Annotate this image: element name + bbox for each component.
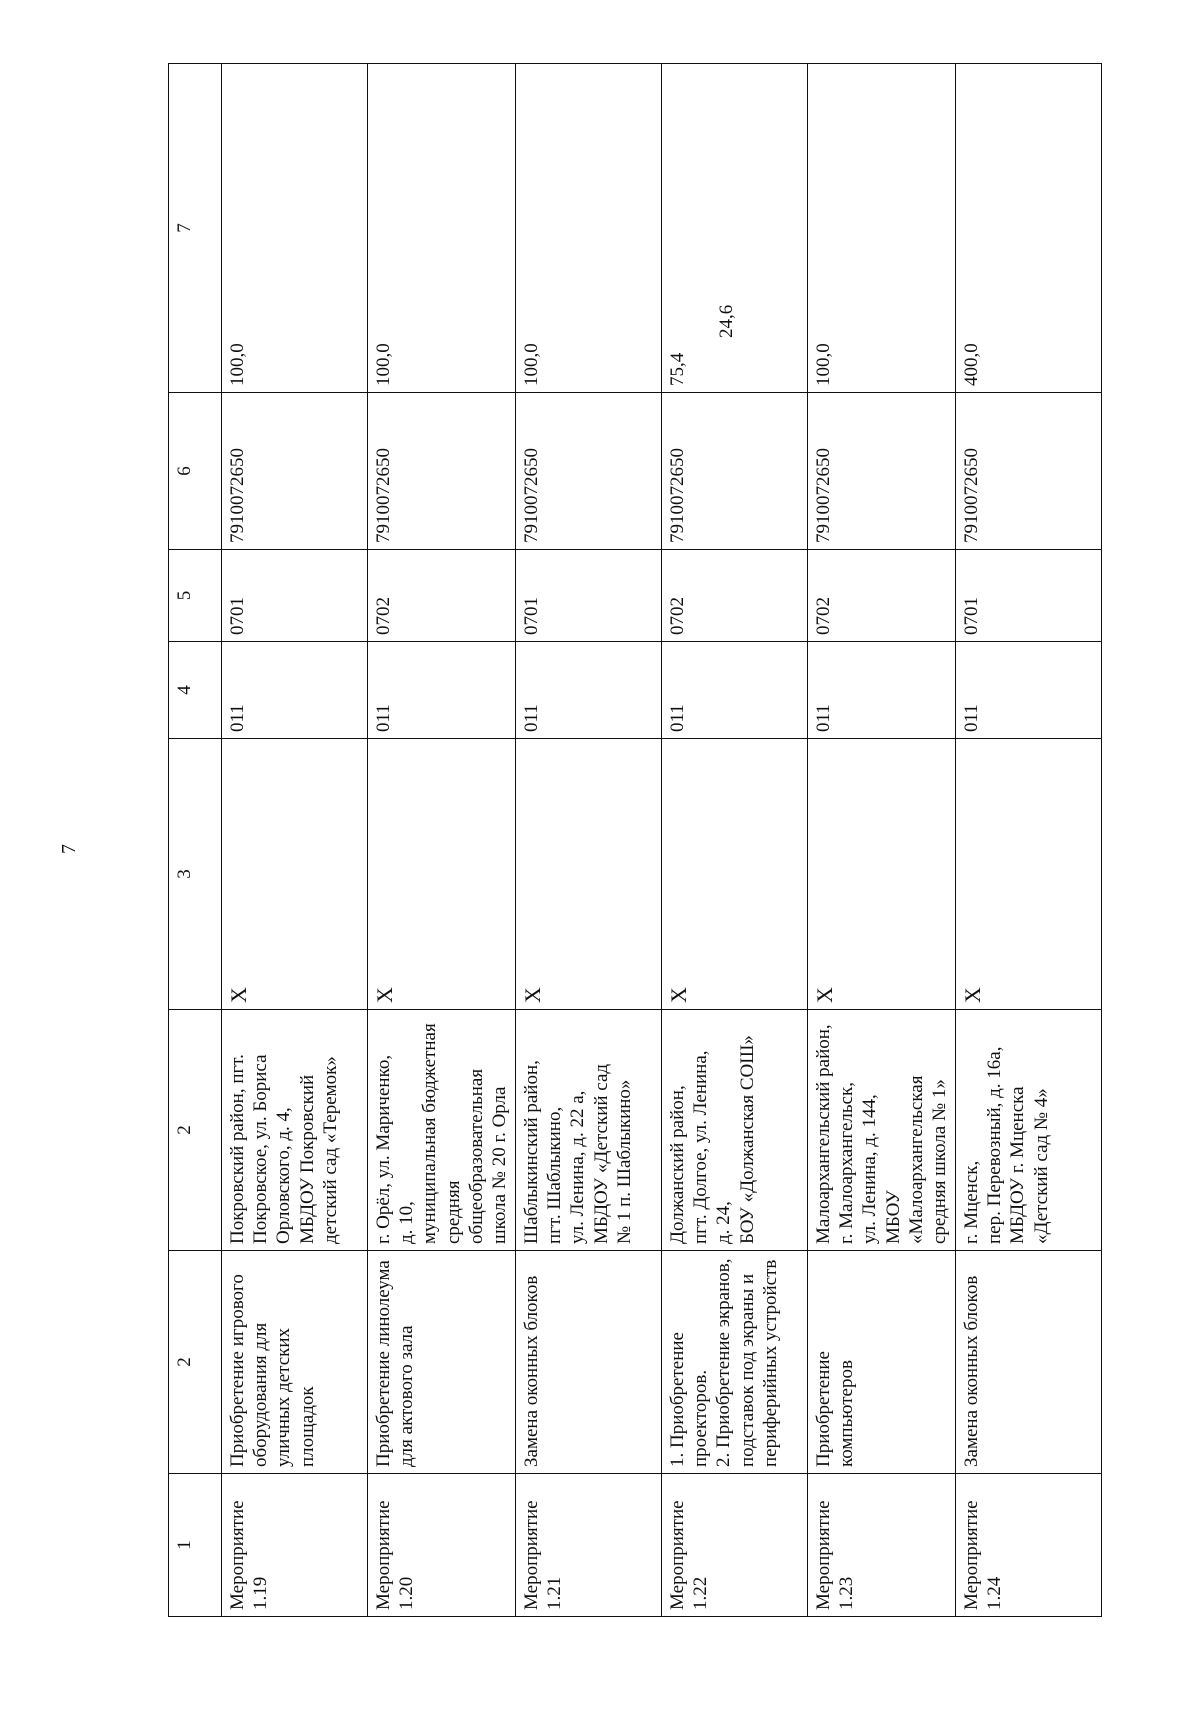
code-6-cell: 7910072650 <box>956 393 1102 550</box>
x-mark-cell: Х <box>662 739 808 1010</box>
header-cell-4: 4 <box>169 642 222 739</box>
address-cell-line: муниципальная бюджетная <box>419 1023 441 1244</box>
description-cell-line: периферийных устройств <box>759 1259 781 1467</box>
code-4-cell: 011 <box>222 642 368 739</box>
address-cell-line: Малоархангельский район, <box>813 1024 835 1244</box>
amount-value: 100,0 <box>521 343 543 386</box>
address-cell-line: «Детский сад № 4» <box>1030 1088 1052 1244</box>
amount-cell <box>956 64 1102 393</box>
table-row <box>808 64 956 1617</box>
description-cell-line: Замена оконных блоков <box>961 1275 983 1467</box>
address-cell-line: МБОУ <box>882 1190 904 1244</box>
header-cell-1: 1 <box>169 1474 222 1617</box>
address-cell-line: школа № 20 г. Орла <box>488 1086 510 1244</box>
measures-table <box>168 63 1102 1617</box>
description-cell-line: компьютеров <box>836 1360 858 1467</box>
address-cell-line: пгт. Шаблыкино, <box>544 1106 566 1244</box>
table-row <box>516 64 662 1617</box>
header-cell-6: 6 <box>169 393 222 550</box>
code-4-cell: 011 <box>956 642 1102 739</box>
amount-value: 100,0 <box>227 343 248 386</box>
address-cell-line: ул. Ленина, д. 22 а, <box>567 1090 589 1244</box>
address-cell-line: д. 10, <box>396 1201 418 1244</box>
x-mark-cell: Х <box>222 739 368 1010</box>
x-mark-cell: Х <box>368 739 516 1010</box>
address-cell-line: г. Орёл, ул. Мариченко, <box>373 1054 394 1244</box>
code-5-cell: 0701 <box>222 550 368 642</box>
amount-value: 24,6 <box>716 304 738 338</box>
address-cell-line: МБДОУ «Детский сад <box>590 1063 612 1244</box>
description-cell-line: Замена оконных блоков <box>521 1275 543 1467</box>
address-cell-line: Орловского, д. 4, <box>273 1107 295 1244</box>
description-cell-line: для актового зала <box>396 1325 418 1467</box>
description-cell <box>516 1251 662 1474</box>
code-5-cell: 0702 <box>808 550 956 642</box>
description-cell-line: Приобретение игрового <box>227 1274 248 1467</box>
code-6-cell: 7910072650 <box>662 393 808 550</box>
code-4-cell: 011 <box>516 642 662 739</box>
description-cell <box>368 1251 516 1474</box>
amount-cell <box>808 64 956 393</box>
address-cell-line: пгт. Долгое, ул. Ленина, <box>690 1050 712 1244</box>
x-mark-cell: Х <box>516 739 662 1010</box>
address-cell-line: д. 24, <box>713 1201 735 1244</box>
address-cell-line: детский сад «Теремок» <box>319 1056 341 1244</box>
description-cell-line: подставок под экраны и <box>736 1273 758 1467</box>
description-cell-line: проекторов. <box>690 1369 712 1467</box>
amount-value: 100,0 <box>813 343 835 386</box>
address-cell-line: МБДОУ Покровский <box>296 1074 318 1244</box>
address-cell-line: г. Малоархангельск, <box>836 1082 858 1244</box>
header-cell-3: 3 <box>169 739 222 1010</box>
code-6-cell: 7910072650 <box>516 393 662 550</box>
table-row <box>222 64 368 1617</box>
description-cell <box>956 1251 1102 1474</box>
address-cell <box>516 1010 662 1251</box>
code-5-cell: 0701 <box>516 550 662 642</box>
event-cell: Мероприятие 1.23 <box>808 1474 956 1617</box>
description-cell-line: 1. Приобретение <box>667 1332 689 1467</box>
amount-cell <box>368 64 516 393</box>
address-cell <box>956 1010 1102 1251</box>
page-number: 7 <box>58 844 80 854</box>
code-6-cell: 7910072650 <box>368 393 516 550</box>
address-cell-line: № 1 п. Шаблыкино» <box>613 1079 635 1244</box>
description-cell <box>662 1251 808 1474</box>
address-cell-line: Покровский район, пгт. <box>227 1054 248 1244</box>
table-body <box>222 64 1102 1617</box>
code-6-cell: 7910072650 <box>808 393 956 550</box>
amount-cell <box>222 64 368 393</box>
description-cell <box>222 1251 368 1474</box>
address-cell-line: Должанский район, <box>667 1085 689 1244</box>
x-mark-cell: Х <box>956 739 1102 1010</box>
description-cell-line: уличных детских <box>273 1327 295 1467</box>
header-cell-2b: 2 <box>169 1010 222 1251</box>
amount-cell <box>662 64 808 393</box>
description-cell-line: площадок <box>296 1386 318 1467</box>
table-header-row <box>169 64 222 1617</box>
code-5-cell: 0702 <box>662 550 808 642</box>
description-cell-line: Приобретение <box>813 1351 835 1467</box>
address-cell <box>808 1010 956 1251</box>
address-cell-line: МБДОУ г. Мценска <box>1007 1086 1029 1244</box>
description-cell-line: Приобретение линолеума <box>373 1260 394 1467</box>
description-cell-line: оборудования для <box>250 1322 272 1467</box>
address-cell-line: Шаблыкинский район, <box>521 1060 543 1244</box>
address-cell-line: Покровское, ул. Бориса <box>250 1054 272 1244</box>
table-row <box>368 64 516 1617</box>
header-cell-5: 5 <box>169 550 222 642</box>
code-5-cell: 0702 <box>368 550 516 642</box>
header-cell-2a: 2 <box>169 1251 222 1474</box>
address-cell <box>662 1010 808 1251</box>
amount-value: 75,4 <box>667 352 689 386</box>
address-cell <box>222 1010 368 1251</box>
address-cell-line: общеобразовательная <box>465 1068 487 1244</box>
event-cell: Мероприятие 1.20 <box>368 1474 516 1617</box>
address-cell-line: БОУ «Должанская СОШ» <box>736 1035 758 1244</box>
code-4-cell: 011 <box>662 642 808 739</box>
event-cell: Мероприятие 1.22 <box>662 1474 808 1617</box>
event-cell: Мероприятие 1.24 <box>956 1474 1102 1617</box>
description-cell-line: 2. Приобретение экранов, <box>713 1258 735 1467</box>
code-4-cell: 011 <box>808 642 956 739</box>
code-4-cell: 011 <box>368 642 516 739</box>
address-cell-line: средняя школа № 1» <box>928 1079 950 1244</box>
header-cell-7: 7 <box>169 64 222 393</box>
address-cell-line: средняя <box>442 1180 464 1244</box>
event-cell: Мероприятие 1.21 <box>516 1474 662 1617</box>
amount-value: 400,0 <box>961 343 983 386</box>
amount-cell <box>516 64 662 393</box>
address-cell-line: «Малоархангельская <box>905 1075 927 1244</box>
event-cell: Мероприятие 1.19 <box>222 1474 368 1617</box>
address-cell-line: ул. Ленина, д. 144, <box>859 1094 881 1244</box>
description-cell <box>808 1251 956 1474</box>
address-cell-line: пер. Перевозный, д. 16а, <box>984 1046 1006 1244</box>
table-row <box>662 64 808 1617</box>
table-row <box>956 64 1102 1617</box>
address-cell <box>368 1010 516 1251</box>
amount-value: 100,0 <box>373 343 394 386</box>
code-5-cell: 0701 <box>956 550 1102 642</box>
address-cell-line: г. Мценск, <box>961 1160 983 1244</box>
x-mark-cell: Х <box>808 739 956 1010</box>
code-6-cell: 7910072650 <box>222 393 368 550</box>
